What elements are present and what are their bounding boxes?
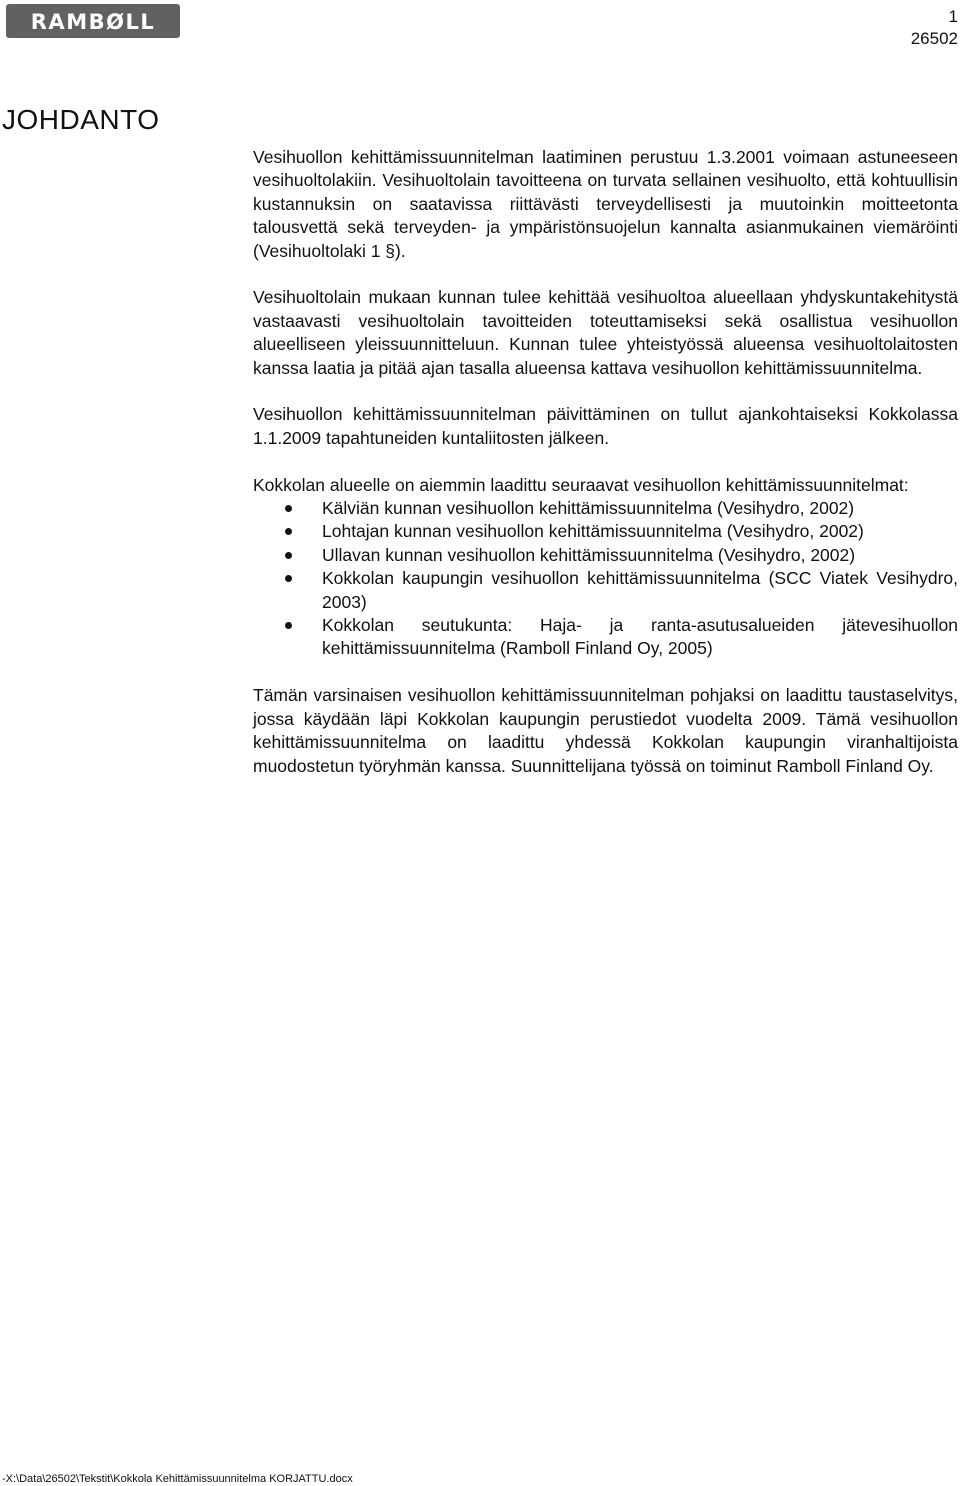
bullet-icon bbox=[285, 575, 292, 582]
list-item bbox=[253, 497, 958, 520]
paragraph-municipal-duty: Vesihuoltolain mukaan kunnan tulee kehittää vesihuoltoa alueellaan yhdyskuntakehitystä vastaavasti vesihuoltolain tavoitteiden toteuttamiseksi sekä osallistua vesihuollon alueelliseen yleissuunnitteluun. Kunnan tulee yhteistyössä alueensa vesihuoltolaitosten kanssa laatia ja pitää ajan tasalla alueensa kattava vesihuollon kehittämissuunnitelma. bbox=[253, 287, 958, 378]
ramboll-logo-graphic bbox=[6, 4, 180, 38]
bullet-icon bbox=[285, 505, 292, 512]
paragraph-intro: Vesihuollon kehittämissuunnitelman laatiminen perustuu 1.3.2001 voimaan astuneeseen vesihuoltolakiin. Vesihuoltolain tavoitteena on turvata sellainen vesihuolto, että kohtuullisin kustannuksin on saatavissa riittävästi terveydellisesti ja muutoinkin moitteetonta talousvettä sekä terveyden- ja ympäristönsuojelun kannalta asianmukainen viemäröinti (Vesihuoltolaki 1 §). bbox=[253, 147, 958, 261]
body-text bbox=[253, 146, 958, 801]
ramboll-logo-text: RAMBØLL bbox=[30, 10, 156, 34]
previous-plans-list bbox=[253, 497, 958, 661]
paragraph-previous-plans: Kokkolan alueelle on aiemmin laadittu seuraavat vesihuollon kehittämissuunnitelmat: bbox=[253, 474, 909, 495]
footer-file-path: -X:\Data\26502\Tekstit\Kokkola Kehittämissuunnitelma KORJATTU.docx bbox=[2, 1473, 353, 1485]
page-meta bbox=[911, 6, 958, 50]
paragraph-update-reason: Vesihuollon kehittämissuunnitelman päivittäminen on tullut ajankohtaiseksi Kokkolassa 1.1.2009 tapahtuneiden kuntaliitosten jälkeen. bbox=[253, 404, 958, 448]
bullet-icon bbox=[285, 552, 292, 559]
paragraph-closing: Tämän varsinaisen vesihuollon kehittämissuunnitelman pohjaksi on laadittu taustaselvitys, jossa käydään läpi Kokkolan kaupungin perustiedot vuodelta 2009. Tämä vesihuollon kehittämissuunnitelma on laadittu yhdessä Kokkolan kaupungin viranhaltijoista muodostetun työryhmän kanssa. Suunnittelijana työssä on toiminut Ramboll Finland Oy. bbox=[253, 685, 958, 776]
bullet-icon bbox=[285, 622, 292, 629]
bullet-icon bbox=[285, 528, 292, 535]
section-heading: JOHDANTO bbox=[2, 104, 160, 135]
list-item bbox=[253, 520, 958, 543]
list-item bbox=[253, 614, 958, 661]
list-item bbox=[253, 567, 958, 614]
page-number: 1 bbox=[948, 7, 958, 26]
list-item-text: Lohtajan kunnan vesihuollon kehittämissuunnitelma (Vesihydro, 2002) bbox=[322, 521, 864, 542]
list-item-text: Kälviän kunnan vesihuollon kehittämissuunnitelma (Vesihydro, 2002) bbox=[322, 498, 855, 519]
list-item bbox=[253, 544, 958, 567]
list-item-text: Kokkolan kaupungin vesihuollon kehittämissuunnitelma (SCC Viatek Vesihydro, 2003) bbox=[322, 568, 958, 612]
ramboll-logo bbox=[6, 4, 180, 38]
list-item-text: Ullavan kunnan vesihuollon kehittämissuunnitelma (Vesihydro, 2002) bbox=[322, 544, 856, 565]
document-number: 26502 bbox=[910, 29, 958, 48]
list-item-text: Kokkolan seutukunta: Haja- ja ranta-asutusalueiden jätevesihuollon kehittämissuunnitelma (Ramboll Finland Oy, 2005) bbox=[322, 615, 958, 659]
